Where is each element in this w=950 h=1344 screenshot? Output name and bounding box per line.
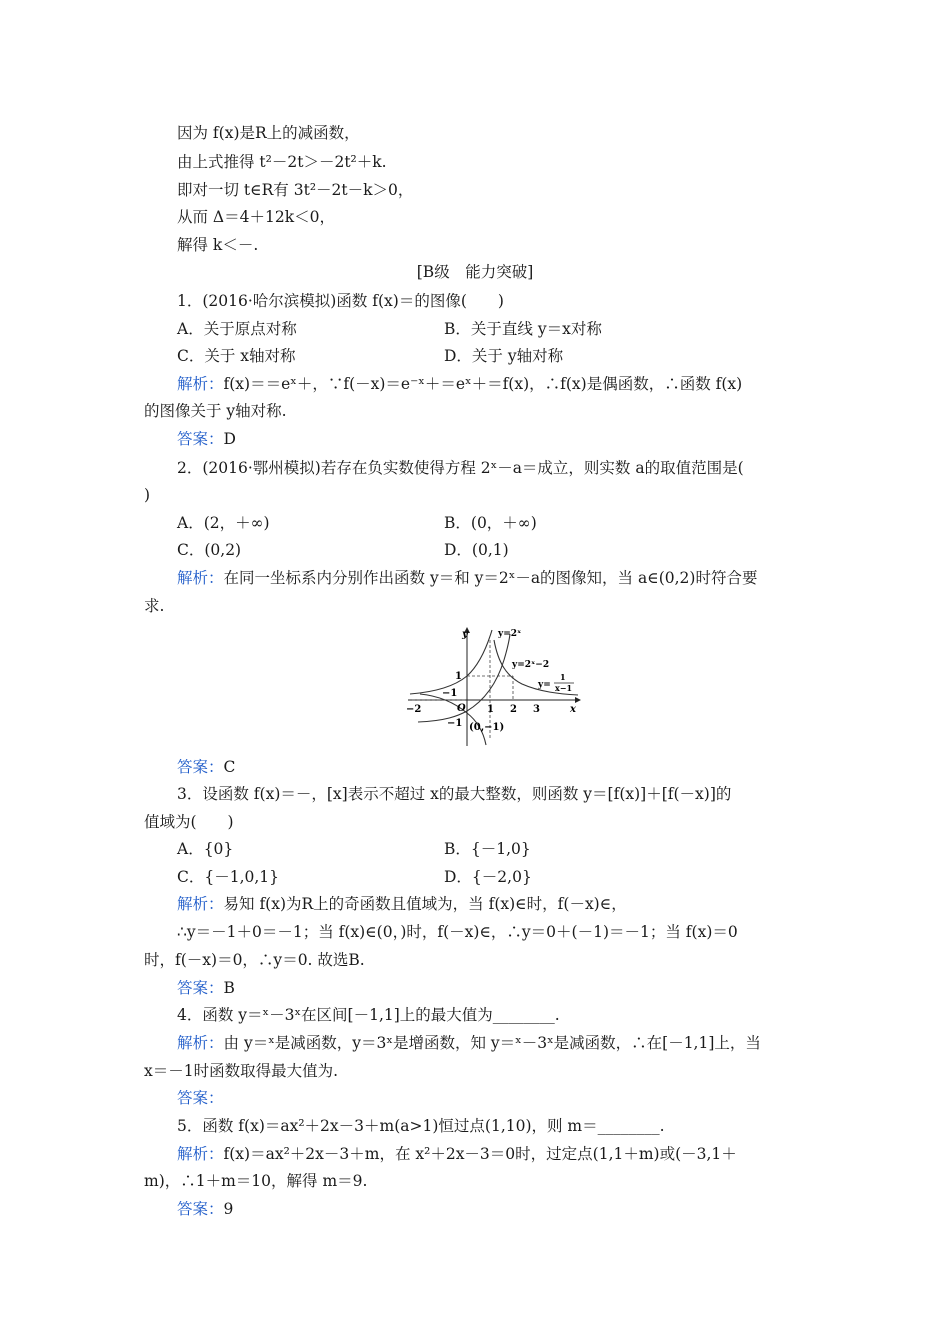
q4-analysis-text-1: 由 y＝ˣ是减函数，y＝3ˣ是增函数，知 y＝ˣ－3ˣ是减函数，∴在[－1,1]上，当 xyxy=(223,1034,761,1052)
q1-option-b: B．关于直线 y＝x对称 xyxy=(444,320,602,338)
q2-answer xyxy=(177,757,235,777)
q3-option-b: B．{－1,0} xyxy=(444,840,531,858)
q3-option-d: D．{－2,0} xyxy=(444,868,532,886)
q3-analysis-label: 解析： xyxy=(177,895,224,913)
q5-analysis-line-1 xyxy=(177,1144,737,1164)
q3-option-c: C．{－1,0,1} xyxy=(177,868,280,886)
q2-answer-value: C xyxy=(223,758,236,776)
q5-answer-label: 答案： xyxy=(177,1200,224,1218)
q5-analysis-line-2: m)，∴1＋m＝10，解得 m＝9. xyxy=(144,1172,368,1190)
q2-answer-label: 答案： xyxy=(177,758,224,776)
q3-option-a: A．{0} xyxy=(177,840,234,858)
q2-analysis-line-1 xyxy=(177,568,757,588)
graph-tick-y1: 1 xyxy=(455,671,462,682)
q4-analysis-label: 解析： xyxy=(177,1034,224,1052)
graph-label-origin: O xyxy=(457,703,466,714)
q4-analysis-line-2: x＝－1时函数取得最大值为. xyxy=(144,1062,339,1080)
graph-tick-yneg1: −1 xyxy=(447,718,463,729)
graph-label-hyperbola-den: x−1 xyxy=(555,683,573,693)
graph-label-hyperbola: y= xyxy=(538,680,551,690)
graph-tick-x1: 1 xyxy=(487,704,494,715)
q1-option-a: A．关于原点对称 xyxy=(177,320,297,338)
q3-analysis-line-3: 时，f(－x)＝0，∴y＝0. 故选B. xyxy=(144,951,365,969)
q5-analysis-label: 解析： xyxy=(177,1145,224,1163)
q4-answer xyxy=(177,1088,224,1108)
q3-analysis-line-1 xyxy=(177,894,627,914)
q4-answer-label: 答案： xyxy=(177,1089,224,1107)
q5-answer xyxy=(177,1199,233,1219)
q3-answer-label: 答案： xyxy=(177,979,224,997)
q4-stem: 4．函数 y＝ˣ－3ˣ在区间[－1,1]上的最大值为________. xyxy=(177,1006,560,1024)
graph-tick-xneg2: −2 xyxy=(406,704,422,715)
intro-line-4: 从而 Δ＝4＋12k＜0， xyxy=(177,208,335,226)
q1-answer-value: D xyxy=(223,430,236,448)
q1-option-c: C．关于 x轴对称 xyxy=(177,347,296,365)
q3-answer-value: B xyxy=(223,979,235,997)
q2-option-a: A．(2，＋∞) xyxy=(177,514,270,532)
curve-exp xyxy=(410,630,492,694)
graph-tick-yneg1-left: −1 xyxy=(442,688,458,699)
q5-analysis-text-1: f(x)＝ax²＋2x－3＋m，在 x²＋2x－3＝0时，过定点(1,1＋m)或(－3,1＋ xyxy=(223,1145,737,1163)
q5-stem: 5．函数 f(x)＝ax²＋2x－3＋m(a>1)恒过点(1,10)，则 m＝________. xyxy=(177,1117,665,1135)
intro-line-1: 因为 f(x)是R上的减函数， xyxy=(177,124,360,142)
q3-answer xyxy=(177,978,235,998)
intro-line-5: 解得 k＜－. xyxy=(177,236,259,254)
q1-analysis-label: 解析： xyxy=(177,375,224,393)
section-title: [B级 能力突破] xyxy=(416,263,534,281)
q1-stem: 1．(2016·哈尔滨模拟)函数 f(x)＝的图像( ) xyxy=(177,292,504,310)
graph-label-x: x xyxy=(570,704,576,715)
q1-analysis-line-2: 的图像关于 y轴对称. xyxy=(144,402,287,420)
q2-analysis-text-1: 在同一坐标系内分别作出函数 y＝和 y＝2ˣ－a的图像知，当 a∈(0,2)时符合要 xyxy=(223,569,758,587)
q2-option-c: C．(0,2) xyxy=(177,541,242,559)
q2-stem-line-2: ) xyxy=(144,486,151,504)
q1-option-d: D．关于 y轴对称 xyxy=(444,347,564,365)
graph-label-exp: y=2ˣ xyxy=(498,629,522,639)
q2-analysis-line-2: 求. xyxy=(144,597,165,615)
q3-stem-line-2: 值域为( ) xyxy=(144,813,234,831)
q2-analysis-label: 解析： xyxy=(177,569,224,587)
q3-analysis-line-2: ∴y＝－1＋0＝－1；当 f(x)∈(0，)时，f(－x)∈，∴y＝0＋(－1)＝－1；当 f(x)＝0 xyxy=(177,923,738,941)
graph-label-hyperbola-num: 1 xyxy=(560,672,566,682)
intro-line-3: 即对一切 t∈R有 3t²－2t－k＞0， xyxy=(177,181,414,199)
q1-answer-label: 答案： xyxy=(177,430,224,448)
q3-analysis-text-1: 易知 f(x)为R上的奇函数且值域为，当 f(x)∈时，f(－x)∈， xyxy=(223,895,627,913)
q1-answer xyxy=(177,429,236,449)
q2-option-b: B．(0，＋∞) xyxy=(444,514,537,532)
q4-analysis-line-1 xyxy=(177,1033,761,1053)
graph-label-exp-shifted: y=2ˣ−2 xyxy=(512,660,550,670)
q2-function-graph xyxy=(400,620,590,750)
graph-label-y: y xyxy=(462,629,468,640)
graph-tick-x3: 3 xyxy=(533,704,540,715)
graph-point-label: (0,−1) xyxy=(469,722,505,733)
q2-option-d: D．(0,1) xyxy=(444,541,509,559)
q3-stem-line-1: 3．设函数 f(x)＝－，[x]表示不超过 x的最大整数，则函数 y＝[f(x)]＋[f(－x)]的 xyxy=(177,785,732,803)
graph-tick-x2: 2 xyxy=(510,704,517,715)
q2-stem-line-1: 2．(2016·鄂州模拟)若存在负实数使得方程 2ˣ－a＝成立，则实数 a的取值范围是( xyxy=(177,459,744,477)
intro-line-2: 由上式推得 t²－2t＞－2t²＋k. xyxy=(177,153,387,171)
q1-analysis-line-1 xyxy=(177,374,742,394)
q5-answer-value: 9 xyxy=(223,1200,234,1218)
q1-analysis-text-1: f(x)＝＝eˣ＋，∵f(－x)＝e⁻ˣ＋＝eˣ＋＝f(x)，∴f(x)是偶函数，∴函数 f(x) xyxy=(223,375,743,393)
